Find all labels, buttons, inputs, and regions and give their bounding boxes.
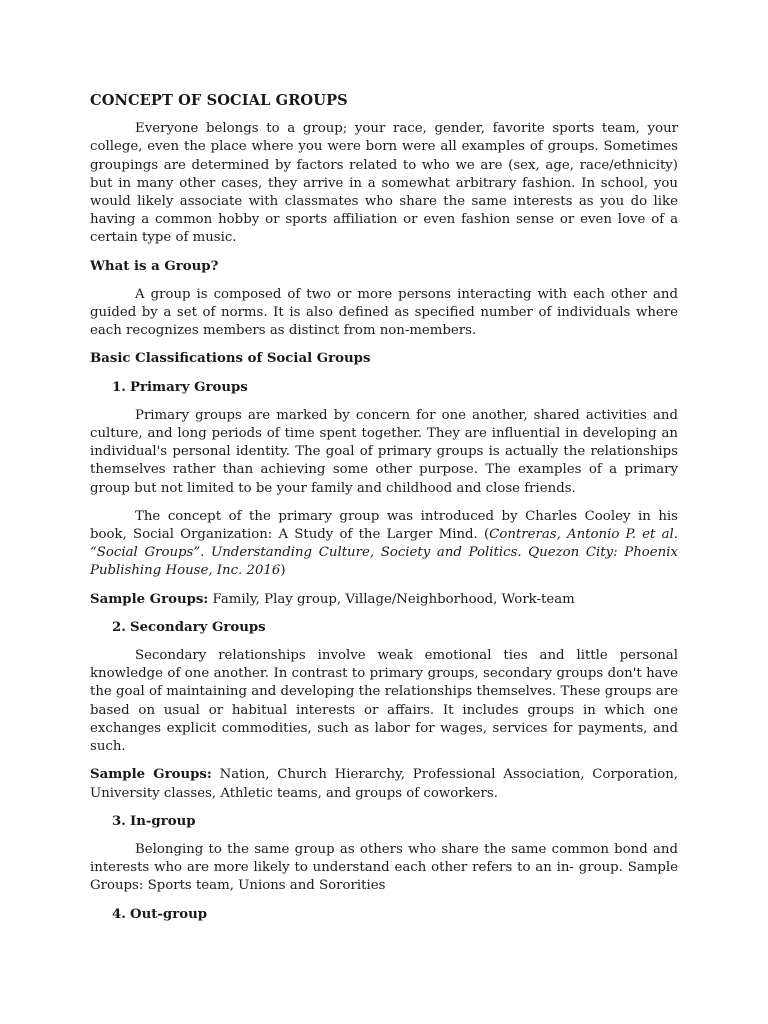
primary-concept-close: ) bbox=[280, 563, 286, 579]
primary-concept-text: The concept of the primary group was introduced by Charles Cooley in his book, Social Organization: A Study of the Larger Mind. ( bbox=[90, 508, 678, 543]
in-group-number: 3. bbox=[112, 813, 126, 829]
in-group-paragraph: Belonging to the same group as others who share the same common bond and interests who are more likely to understand each other refers to an in- group. Sample Groups: Sports team, Unions and Sororities bbox=[90, 841, 678, 894]
basic-classifications-heading: Basic Classifications of Social Groups bbox=[90, 351, 371, 367]
document-page bbox=[90, 92, 678, 934]
primary-groups-number: 1. bbox=[112, 379, 126, 395]
primary-sample-text: Family, Play group, Village/Neighborhood, Work-team bbox=[208, 591, 575, 607]
secondary-sample-label: Sample Groups: bbox=[90, 767, 212, 783]
secondary-groups-heading bbox=[112, 619, 678, 637]
what-is-group-heading: What is a Group? bbox=[90, 258, 219, 274]
primary-groups-paragraph: Primary groups are marked by concern for one another, shared activities and culture, and long periods of time spent together. They are influential in developing an individual's personal identity. The goal of primary groups is actually the relationships themselves rather than achieving some other purpose. The examples of a primary group but not limited to be your family and childhood and close friends. bbox=[90, 407, 678, 496]
secondary-sample-text: Nation, Church Hierarchy, Professional Association, Corporation, University classes, Athletic teams, and groups of coworkers. bbox=[90, 767, 678, 801]
primary-sample-groups bbox=[90, 591, 678, 609]
primary-concept-paragraph bbox=[90, 508, 678, 581]
document-title: CONCEPT OF SOCIAL GROUPS bbox=[90, 92, 348, 109]
out-group-heading bbox=[112, 906, 678, 924]
secondary-sample-groups bbox=[90, 766, 678, 802]
primary-groups-title: Primary Groups bbox=[130, 379, 248, 395]
secondary-groups-paragraph: Secondary relationships involve weak emotional ties and little personal knowledge of one another. In contrast to primary groups, secondary groups don't have the goal of maintaining and developing the relationships themselves. These groups are based on usual or habitual interests or affairs. It includes groups in which one exchanges explicit commodities, such as labor for wages, services for payments, and such. bbox=[90, 648, 678, 755]
in-group-heading bbox=[112, 813, 678, 831]
primary-concept-citation: Contreras, Antonio P. et al. “Social Groups”. Understanding Culture, Society and Politics. Quezon City: Phoenix Publishing House, Inc. 2016 bbox=[90, 527, 678, 579]
intro-paragraph: Everyone belongs to a group; your race, gender, favorite sports team, your college, even the place where you were born were all examples of groups. Sometimes groupings are determined by factors related to who we are (sex, age, race/ethnicity) but in many other cases, they arrive in a somewhat arbitrary fashion. In school, you would likely associate with classmates who share the same interests as you do like having a common hobby or sports affiliation or even fashion sense or even love of a certain type of music. bbox=[90, 121, 678, 246]
what-is-group-paragraph: A group is composed of two or more persons interacting with each other and guided by a set of norms. It is also defined as specified number of individuals where each recognizes members as distinct from non-members. bbox=[90, 286, 678, 339]
out-group-title: Out-group bbox=[130, 906, 208, 922]
primary-groups-heading bbox=[112, 379, 678, 397]
out-group-number: 4. bbox=[112, 906, 126, 922]
primary-sample-label: Sample Groups: bbox=[90, 591, 209, 607]
secondary-groups-title: Secondary Groups bbox=[130, 619, 266, 635]
in-group-title: In-group bbox=[130, 813, 196, 829]
secondary-groups-number: 2. bbox=[112, 619, 126, 635]
